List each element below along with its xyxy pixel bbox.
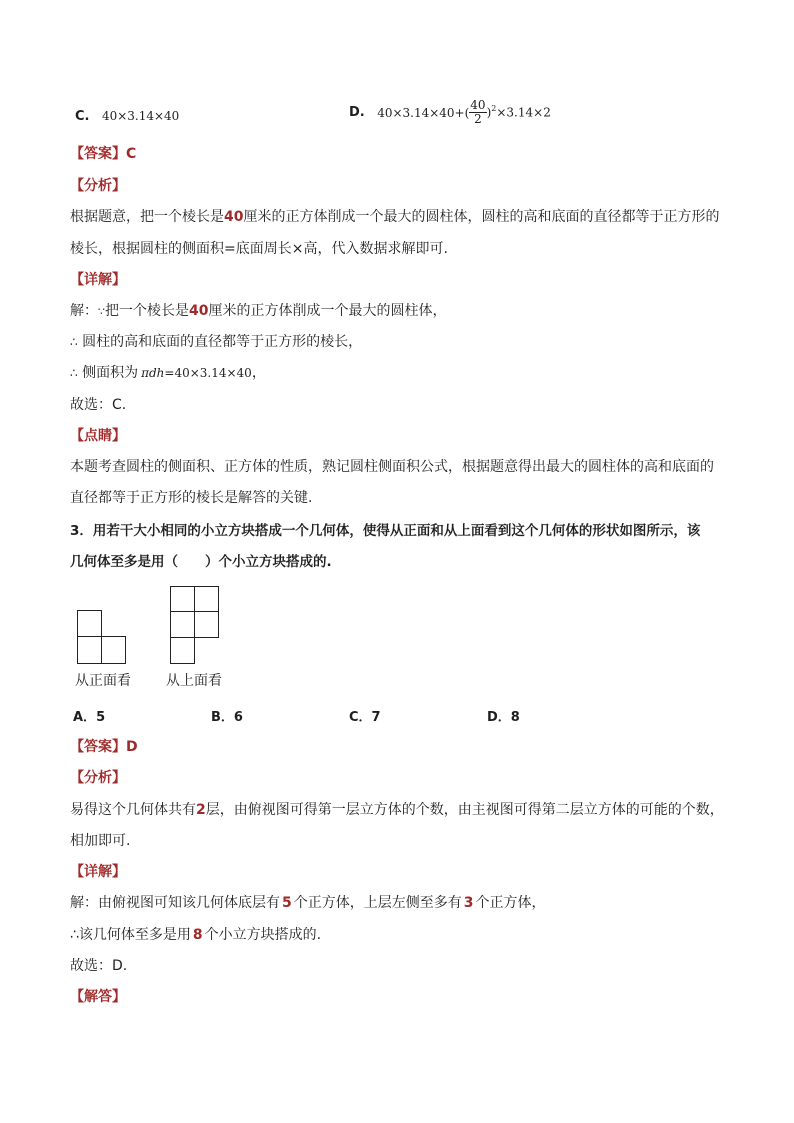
highlight-number: 40 [224, 209, 244, 225]
paren-close: ) [486, 105, 492, 120]
q2-comment-line1: 本题考查圆柱的侧面积、正方体的性质，熟记圆柱侧面积公式，根据题意得出最大的圆柱体的高和底面的 [70, 459, 714, 475]
q3-analysis-label: 【分析】 [70, 770, 126, 786]
text: 厘米的正方体削成一个最大的圆柱体， [208, 303, 447, 319]
text: ∴该几何体至多是用 [70, 927, 191, 943]
text: 解：由俯视图可知该几何体底层有 [70, 895, 280, 911]
q3-answer [70, 736, 138, 756]
therefore-symbol: ∴ [70, 366, 78, 380]
answer-value: C [126, 146, 137, 162]
option-value: 7 [371, 710, 381, 725]
q2-analysis-line1 [70, 206, 719, 226]
text: 根据题意，把一个棱长是 [70, 209, 224, 225]
fraction-numerator: 40 [470, 98, 486, 112]
text: ， [251, 365, 266, 381]
q3-analysis-line1 [70, 799, 724, 819]
top-view-cell [170, 586, 195, 612]
option-d-expression-a: 40×3.14×40+( [377, 105, 470, 120]
text: 易得这个几何体共有 [70, 802, 196, 818]
option-c-expression: 40×3.14×40 [101, 109, 180, 123]
fraction [469, 99, 486, 126]
q3-solution-label: 【解答】 [70, 989, 126, 1005]
q2-comment-label: 【点睛】 [70, 428, 126, 444]
q3-option-b [211, 706, 243, 725]
top-view-caption: 从上面看 [166, 673, 222, 689]
q3-question-line1 [70, 519, 700, 539]
fraction-denominator: 2 [474, 112, 482, 126]
front-view-cell [77, 636, 102, 664]
front-view-cell [77, 610, 102, 637]
q2-detail-label: 【详解】 [70, 272, 126, 288]
q2-answer [70, 143, 136, 163]
text: 个正方体，上层左侧至多有 [293, 895, 462, 911]
answer-value: D [126, 739, 138, 755]
q2-detail-line4: 故选：C. [70, 397, 127, 413]
q3-option-c [349, 706, 381, 725]
answer-label: 【答案】 [70, 146, 126, 162]
front-view-cell [101, 636, 126, 664]
q3-question-line2: 几何体至多是用（ ）个小立方块搭成的. [70, 554, 332, 570]
option-c [75, 108, 179, 124]
q3-detail-label: 【详解】 [70, 864, 126, 880]
text: 把一个棱长是 [105, 303, 189, 319]
exponent: 2 [491, 103, 497, 113]
option-value: 6 [233, 710, 243, 725]
option-letter: B． [211, 710, 234, 725]
highlight-number: 3 [463, 895, 474, 911]
option-d-expression-b: ×3.14×2 [496, 105, 551, 120]
option-value: 5 [96, 710, 106, 725]
top-view-cell [170, 611, 195, 638]
option-letter: A． [73, 710, 97, 725]
option-d [349, 99, 551, 126]
q2-detail-line2 [70, 331, 362, 351]
option-letter: D． [487, 710, 511, 725]
option-value: 8 [510, 710, 520, 725]
q3-analysis-line2: 相加即可. [70, 833, 131, 849]
text: 解： [70, 303, 98, 319]
highlight-number: 2 [196, 802, 206, 818]
top-view-cell [194, 586, 219, 612]
therefore-symbol: ∴ [70, 335, 78, 349]
highlight-number: 8 [192, 927, 203, 943]
formula-value: =40×3.14×40 [164, 366, 252, 380]
highlight-number: 40 [189, 303, 209, 319]
front-view-caption: 从正面看 [75, 673, 131, 689]
q2-detail-line3 [70, 362, 266, 382]
text: 圆柱的高和底面的直径都等于正方形的棱长， [82, 334, 363, 350]
q2-analysis-line2: 棱长，根据圆柱的侧面积=底面周长×高，代入数据求解即可. [70, 241, 448, 257]
text: 侧面积为 [82, 365, 139, 381]
question-number: 3． [70, 523, 93, 539]
text: 个正方体， [475, 895, 546, 911]
text: 个小立方块搭成的. [204, 927, 322, 943]
q3-detail-line1 [70, 892, 546, 912]
q3-option-a [73, 706, 105, 725]
top-view-cell [170, 637, 195, 664]
q3-detail-line3: 故选：D. [70, 958, 128, 974]
answer-label: 【答案】 [70, 739, 126, 755]
q3-detail-line2 [70, 924, 321, 944]
highlight-number: 5 [282, 895, 292, 911]
top-view-cell [194, 611, 219, 638]
q2-detail-line1 [70, 300, 446, 320]
option-letter: D. [349, 105, 365, 120]
option-letter: C. [75, 109, 90, 124]
text: 厘米的正方体削成一个最大的圆柱体，圆柱的高和底面的直径都等于正方形的 [243, 209, 720, 225]
q3-option-d [487, 706, 520, 725]
text: 层，由俯视图可得第一层立方体的个数，由主视图可得第二层立方体的可能的个数， [205, 802, 724, 818]
formula-variable: πdh [141, 366, 165, 380]
q2-comment-line2: 直径都等于正方形的棱长是解答的关键. [70, 490, 313, 506]
option-letter: C． [349, 710, 372, 725]
because-symbol: ∵ [98, 305, 105, 318]
text: 用若干大小相同的小立方块搭成一个几何体，使得从正面和从上面看到这个几何体的形状如图所示，该 [92, 523, 701, 539]
q2-analysis-label: 【分析】 [70, 178, 126, 194]
